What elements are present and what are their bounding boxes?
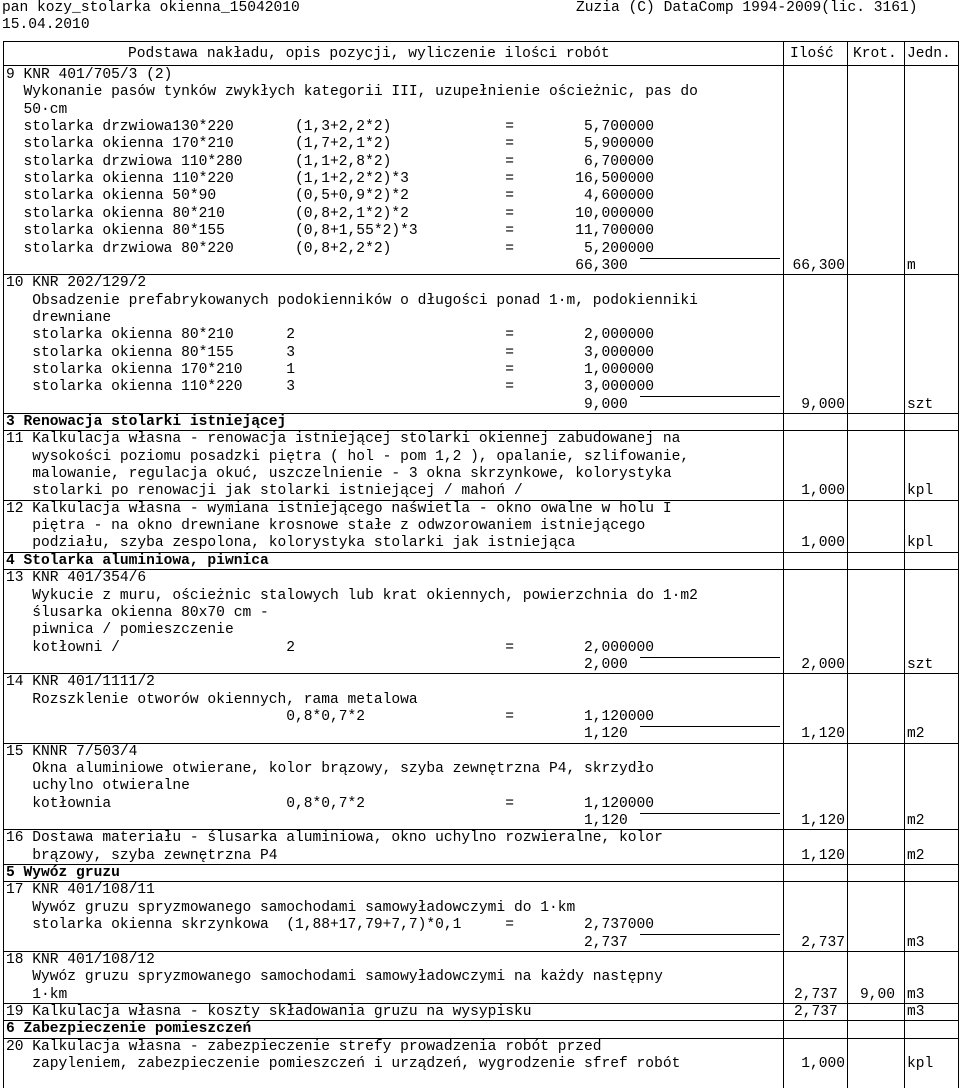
table-row: Wywóz gruzu spryzmowanego samochodami samowyładowczymi do 1·km <box>6 899 576 916</box>
table-row: 1,120 <box>6 726 628 743</box>
table-row: 20 Kalkulacja własna - zabezpieczenie strefy prowadzenia robót przed <box>6 1038 602 1055</box>
section-heading: 4 Stolarka aluminiowa, piwnica <box>6 552 269 569</box>
table-row: Wywóz gruzu spryzmowanego samochodami samowyładowczymi na każdy następny <box>6 969 663 986</box>
table-row: kotłowni / 2 = 2,000000 <box>6 639 655 656</box>
table-row: 15 KNNR 7/503/4 <box>6 743 138 760</box>
table-row: stolarka okienna 80*210 2 = 2,000000 <box>6 327 655 344</box>
quantity-value: 66,300 <box>792 257 845 274</box>
quantity-value: 2,737 <box>794 1003 838 1020</box>
table-row: 10 KNR 202/129/2 <box>6 275 147 292</box>
unit-value: m2 <box>907 726 925 743</box>
table-row: 2,000 <box>6 656 628 673</box>
quantity-value: 1,120 <box>801 726 845 743</box>
table-row: Obsadzenie prefabrykowanych podokienników o długości ponad 1·m, podokienniki <box>6 292 698 309</box>
table-row: Okna aluminiowe otwierane, kolor brązowy, szyba zewnętrzna P4, skrzydło <box>6 761 655 777</box>
section-heading: 3 Renowacja stolarki istniejącej <box>6 414 287 430</box>
col-rule-qty <box>783 41 784 1088</box>
table-row: 2,737 <box>6 934 628 951</box>
column-header-unit: Jedn. <box>907 46 951 62</box>
table-row: kotłownia 0,8*0,7*2 = 1,120000 <box>6 795 655 812</box>
unit-value: m3 <box>907 1003 925 1020</box>
table-row: stolarki po renowacji jak stolarki istniejącej / mahoń / <box>6 483 523 500</box>
table-row: 19 Kalkulacja własna - koszty składowania gruzu na wysypisku <box>6 1003 532 1020</box>
table-row: stolarka okienna 110*220 (1,1+2,2*2)*3 = 16,500000 <box>6 171 655 188</box>
table-row: stolarka okienna 110*220 3 = 3,000000 <box>6 379 655 396</box>
table-row: malowanie, regulacja okuć, uszczelnienie - 3 okna skrzynkowe, kolorystyka <box>6 466 672 483</box>
quantity-value: 9,000 <box>801 396 845 413</box>
unit-value: szt <box>907 396 934 413</box>
quantity-value: 1,120 <box>801 813 845 830</box>
document-title: pan kozy_stolarka okienna_15042010 <box>2 0 300 16</box>
quantity-value: 1,000 <box>801 535 845 552</box>
multiplier-value: 9,00 <box>860 986 896 1003</box>
table-row: uchylno otwieralne <box>6 778 190 795</box>
table-row: stolarka drzwiowa 110*280 (1,1+2,8*2) = 6,700000 <box>6 153 655 170</box>
table-row: piwnica / pomieszczenie <box>6 622 234 639</box>
table-row: drewniane <box>6 309 112 326</box>
table-row: stolarka okienna 80*155 3 = 3,000000 <box>6 344 655 361</box>
quantity-value: 2,737 <box>801 934 845 951</box>
column-header-quantity: Ilość <box>790 46 834 62</box>
unit-value: m2 <box>907 813 925 830</box>
table-row: 66,300 <box>6 257 628 274</box>
table-row: Wykucie z muru, ościeżnic stalowych lub krat okiennych, powierzchnia do 1·m2 <box>6 587 698 604</box>
table-row: stolarka okienna 80*210 (0,8+2,1*2)*2 = 10,000000 <box>6 205 655 222</box>
unit-value: m3 <box>907 986 925 1003</box>
col-rule-unit <box>904 41 905 1088</box>
section-heading: 6 Zabezpieczenie pomieszczeń <box>6 1021 252 1038</box>
table-row: 1,120 <box>6 813 628 830</box>
table-row: 50·cm <box>6 101 68 118</box>
table-row: 17 KNR 401/108/11 <box>6 882 155 899</box>
table-right-rule <box>958 41 959 1088</box>
table-row: ślusarka okienna 80x70 cm - <box>6 604 269 621</box>
quantity-value: 1,120 <box>801 847 845 864</box>
subtotal-rule <box>640 813 780 814</box>
table-row: piętra - na okno drewniane krosnowe stałe z odwzorowaniem istniejącego <box>6 518 646 535</box>
unit-value: m3 <box>907 934 925 951</box>
table-row: 0,8*0,7*2 = 1,120000 <box>6 708 655 725</box>
table-row: 13 KNR 401/354/6 <box>6 570 147 587</box>
table-row: Wykonanie pasów tynków zwykłych kategorii III, uzupełnienie ościeżnic, pas do <box>6 84 698 101</box>
table-row: 1·km <box>6 986 68 1003</box>
row-separator <box>3 743 958 744</box>
table-row: stolarka drzwiowa 80*220 (0,8+2,2*2) = 5,200000 <box>6 240 655 257</box>
row-separator <box>3 274 958 275</box>
table-row: podziału, szyba zespolona, kolorystyka stolarki jak istniejąca <box>6 535 576 552</box>
subtotal-rule <box>640 726 780 727</box>
table-row: 12 Kalkulacja własna - wymiana istniejącego naświetla - okno owalne w holu I <box>6 500 672 517</box>
table-row: 14 KNR 401/1111/2 <box>6 674 155 691</box>
subtotal-rule <box>640 934 780 935</box>
table-row: 9 KNR 401/705/3 (2) <box>6 67 173 83</box>
table-row: stolarka okienna 170*210 (1,7+2,1*2) = 5,900000 <box>6 136 655 153</box>
table-row: 18 KNR 401/108/12 <box>6 951 155 968</box>
table-row: stolarka okienna 170*210 1 = 1,000000 <box>6 361 655 378</box>
table-row: brązowy, szyba zewnętrzna P4 <box>6 847 278 864</box>
table-row: stolarka okienna skrzynkowa (1,88+17,79+7,7)*0,1 = 2,737000 <box>6 917 655 934</box>
col-rule-krot <box>847 41 848 1088</box>
subtotal-rule <box>640 258 780 259</box>
table-row: Rozszklenie otworów okiennych, rama metalowa <box>6 691 418 708</box>
table-row: 16 Dostawa materiału - ślusarka aluminiowa, okno uchylno rozwieralne, kolor <box>6 830 663 847</box>
header-bottom-rule <box>3 65 958 66</box>
table-row: stolarka okienna 50*90 (0,5+0,9*2)*2 = 4,600000 <box>6 188 655 205</box>
row-separator <box>3 569 958 570</box>
unit-value: kpl <box>907 483 934 500</box>
table-row: stolarka okienna 80*155 (0,8+1,55*2)*3 = 11,700000 <box>6 223 655 240</box>
unit-value: kpl <box>907 535 934 552</box>
column-header-multiplier: Krot. <box>853 46 897 62</box>
table-top-rule <box>3 41 958 42</box>
table-left-rule <box>3 41 4 1088</box>
column-header-description: Podstawa nakładu, opis pozycji, wyliczenie ilości robót <box>128 46 610 62</box>
unit-value: m <box>907 257 916 274</box>
table-row: 11 Kalkulacja własna - renowacja istniejącej stolarki okiennej zabudowanej na <box>6 431 681 448</box>
section-heading: 5 Wywóz gruzu <box>6 865 120 882</box>
unit-value: szt <box>907 656 934 673</box>
table-row: 9,000 <box>6 396 628 413</box>
row-separator <box>3 864 958 865</box>
quantity-value: 1,000 <box>801 1055 845 1072</box>
quantity-value: 2,000 <box>801 656 845 673</box>
subtotal-rule <box>640 396 780 397</box>
table-row: stolarka drzwiowa130*220 (1,3+2,2*2) = 5,700000 <box>6 119 655 136</box>
subtotal-rule <box>640 657 780 658</box>
table-row: wysokości poziomu posadzki piętra ( hol - pom 1,2 ), opalanie, szlifowanie, <box>6 448 690 465</box>
table-row: zapyleniem, zabezpieczenie pomieszczeń i urządzeń, wygrodzenie sfref robót <box>6 1055 681 1072</box>
program-info: Zuzia (C) DataComp 1994-2009(lic. 3161) <box>576 0 918 16</box>
quantity-value: 1,000 <box>801 483 845 500</box>
quantity-value: 2,737 <box>794 986 838 1003</box>
unit-value: kpl <box>907 1055 934 1072</box>
document-date: 15.04.2010 <box>2 17 90 33</box>
unit-value: m2 <box>907 847 925 864</box>
